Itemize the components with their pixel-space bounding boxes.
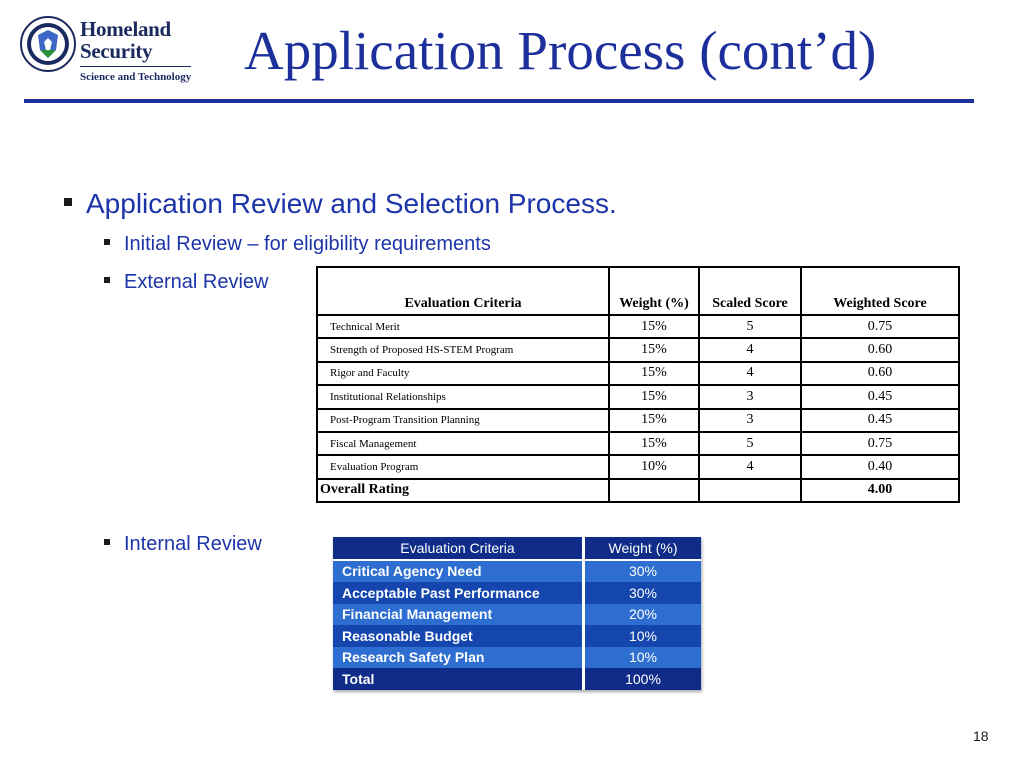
weight-cell: 10% — [584, 647, 702, 669]
criteria-cell: Acceptable Past Performance — [333, 582, 584, 604]
overall-rating-row — [317, 479, 959, 502]
scaled-score-cell — [699, 479, 801, 502]
weight-cell: 15% — [609, 362, 699, 385]
title-rule — [24, 99, 974, 103]
table-row — [333, 604, 701, 626]
total-weight-cell: 100% — [584, 668, 702, 690]
bullet-initial-review — [104, 233, 491, 256]
header-cell: Weight (%) — [609, 267, 699, 315]
weighted-score-cell: 0.45 — [801, 385, 959, 408]
header-cell: Weight (%) — [584, 537, 702, 560]
overall-score-cell: 4.00 — [801, 479, 959, 502]
table-header-row — [333, 537, 701, 560]
table-row — [333, 582, 701, 604]
scaled-score-cell: 4 — [699, 362, 801, 385]
criteria-cell: Financial Management — [333, 604, 584, 626]
criteria-cell: Rigor and Faculty — [317, 362, 609, 385]
weight-cell: 15% — [609, 315, 699, 338]
scaled-score-cell: 4 — [699, 338, 801, 361]
logo-text — [80, 18, 191, 85]
table-row — [317, 385, 959, 408]
weight-cell: 15% — [609, 432, 699, 455]
weight-cell: 20% — [584, 604, 702, 626]
table-header-row — [317, 267, 959, 315]
weight-cell: 30% — [584, 560, 702, 583]
header-cell: Evaluation Criteria — [317, 267, 609, 315]
table-row — [333, 560, 701, 583]
weight-cell: 15% — [609, 385, 699, 408]
internal-review-table — [333, 537, 701, 690]
criteria-cell: Fiscal Management — [317, 432, 609, 455]
criteria-cell: Critical Agency Need — [333, 560, 584, 583]
logo-line1: Homeland — [80, 17, 171, 41]
table-row — [317, 338, 959, 361]
header-cell: Evaluation Criteria — [333, 537, 584, 560]
table-row — [317, 315, 959, 338]
dhs-logo — [20, 14, 198, 94]
bullet-internal-text: Internal Review — [124, 533, 262, 555]
scaled-score-cell: 5 — [699, 432, 801, 455]
table-row — [317, 362, 959, 385]
bullet-square-icon — [64, 198, 72, 206]
weighted-score-cell: 0.75 — [801, 432, 959, 455]
bullet-external-review — [104, 271, 269, 294]
weight-cell — [609, 479, 699, 502]
weighted-score-cell: 0.60 — [801, 338, 959, 361]
criteria-cell: Post-Program Transition Planning — [317, 409, 609, 432]
scaled-score-cell: 5 — [699, 315, 801, 338]
table-row — [317, 409, 959, 432]
weighted-score-cell: 0.45 — [801, 409, 959, 432]
bullet-square-icon — [104, 539, 110, 545]
table-row — [333, 625, 701, 647]
bullet-main — [64, 188, 617, 220]
bullet-main-text: Application Review and Selection Process. — [86, 188, 617, 219]
weight-cell: 10% — [609, 455, 699, 478]
slide-title: Application Process (cont’d) — [244, 20, 877, 81]
table-row — [317, 432, 959, 455]
bullet-square-icon — [104, 277, 110, 283]
page-number: 18 — [973, 728, 989, 744]
dhs-seal-icon — [20, 16, 76, 72]
criteria-cell: Strength of Proposed HS-STEM Program — [317, 338, 609, 361]
bullet-internal-review — [104, 533, 262, 556]
external-review-table — [316, 266, 960, 503]
total-row — [333, 668, 701, 690]
weight-cell: 10% — [584, 625, 702, 647]
weighted-score-cell: 0.40 — [801, 455, 959, 478]
logo-line2: Security — [80, 39, 153, 63]
scaled-score-cell: 3 — [699, 409, 801, 432]
weighted-score-cell: 0.60 — [801, 362, 959, 385]
scaled-score-cell: 3 — [699, 385, 801, 408]
bullet-square-icon — [104, 239, 110, 245]
weight-cell: 30% — [584, 582, 702, 604]
table-row — [317, 455, 959, 478]
criteria-cell: Technical Merit — [317, 315, 609, 338]
header-cell: Weighted Score — [801, 267, 959, 315]
weighted-score-cell: 0.75 — [801, 315, 959, 338]
weight-cell: 15% — [609, 409, 699, 432]
bullet-initial-text: Initial Review – for eligibility requirements — [124, 233, 491, 255]
criteria-cell: Reasonable Budget — [333, 625, 584, 647]
criteria-cell: Research Safety Plan — [333, 647, 584, 669]
header-cell: Scaled Score — [699, 267, 801, 315]
total-label-cell: Total — [333, 668, 584, 690]
overall-label-cell: Overall Rating — [317, 479, 609, 502]
scaled-score-cell: 4 — [699, 455, 801, 478]
table-row — [333, 647, 701, 669]
bullet-external-text: External Review — [124, 271, 269, 293]
criteria-cell: Evaluation Program — [317, 455, 609, 478]
weight-cell: 15% — [609, 338, 699, 361]
criteria-cell: Institutional Relationships — [317, 385, 609, 408]
logo-line3: Science and Technology — [80, 66, 191, 85]
